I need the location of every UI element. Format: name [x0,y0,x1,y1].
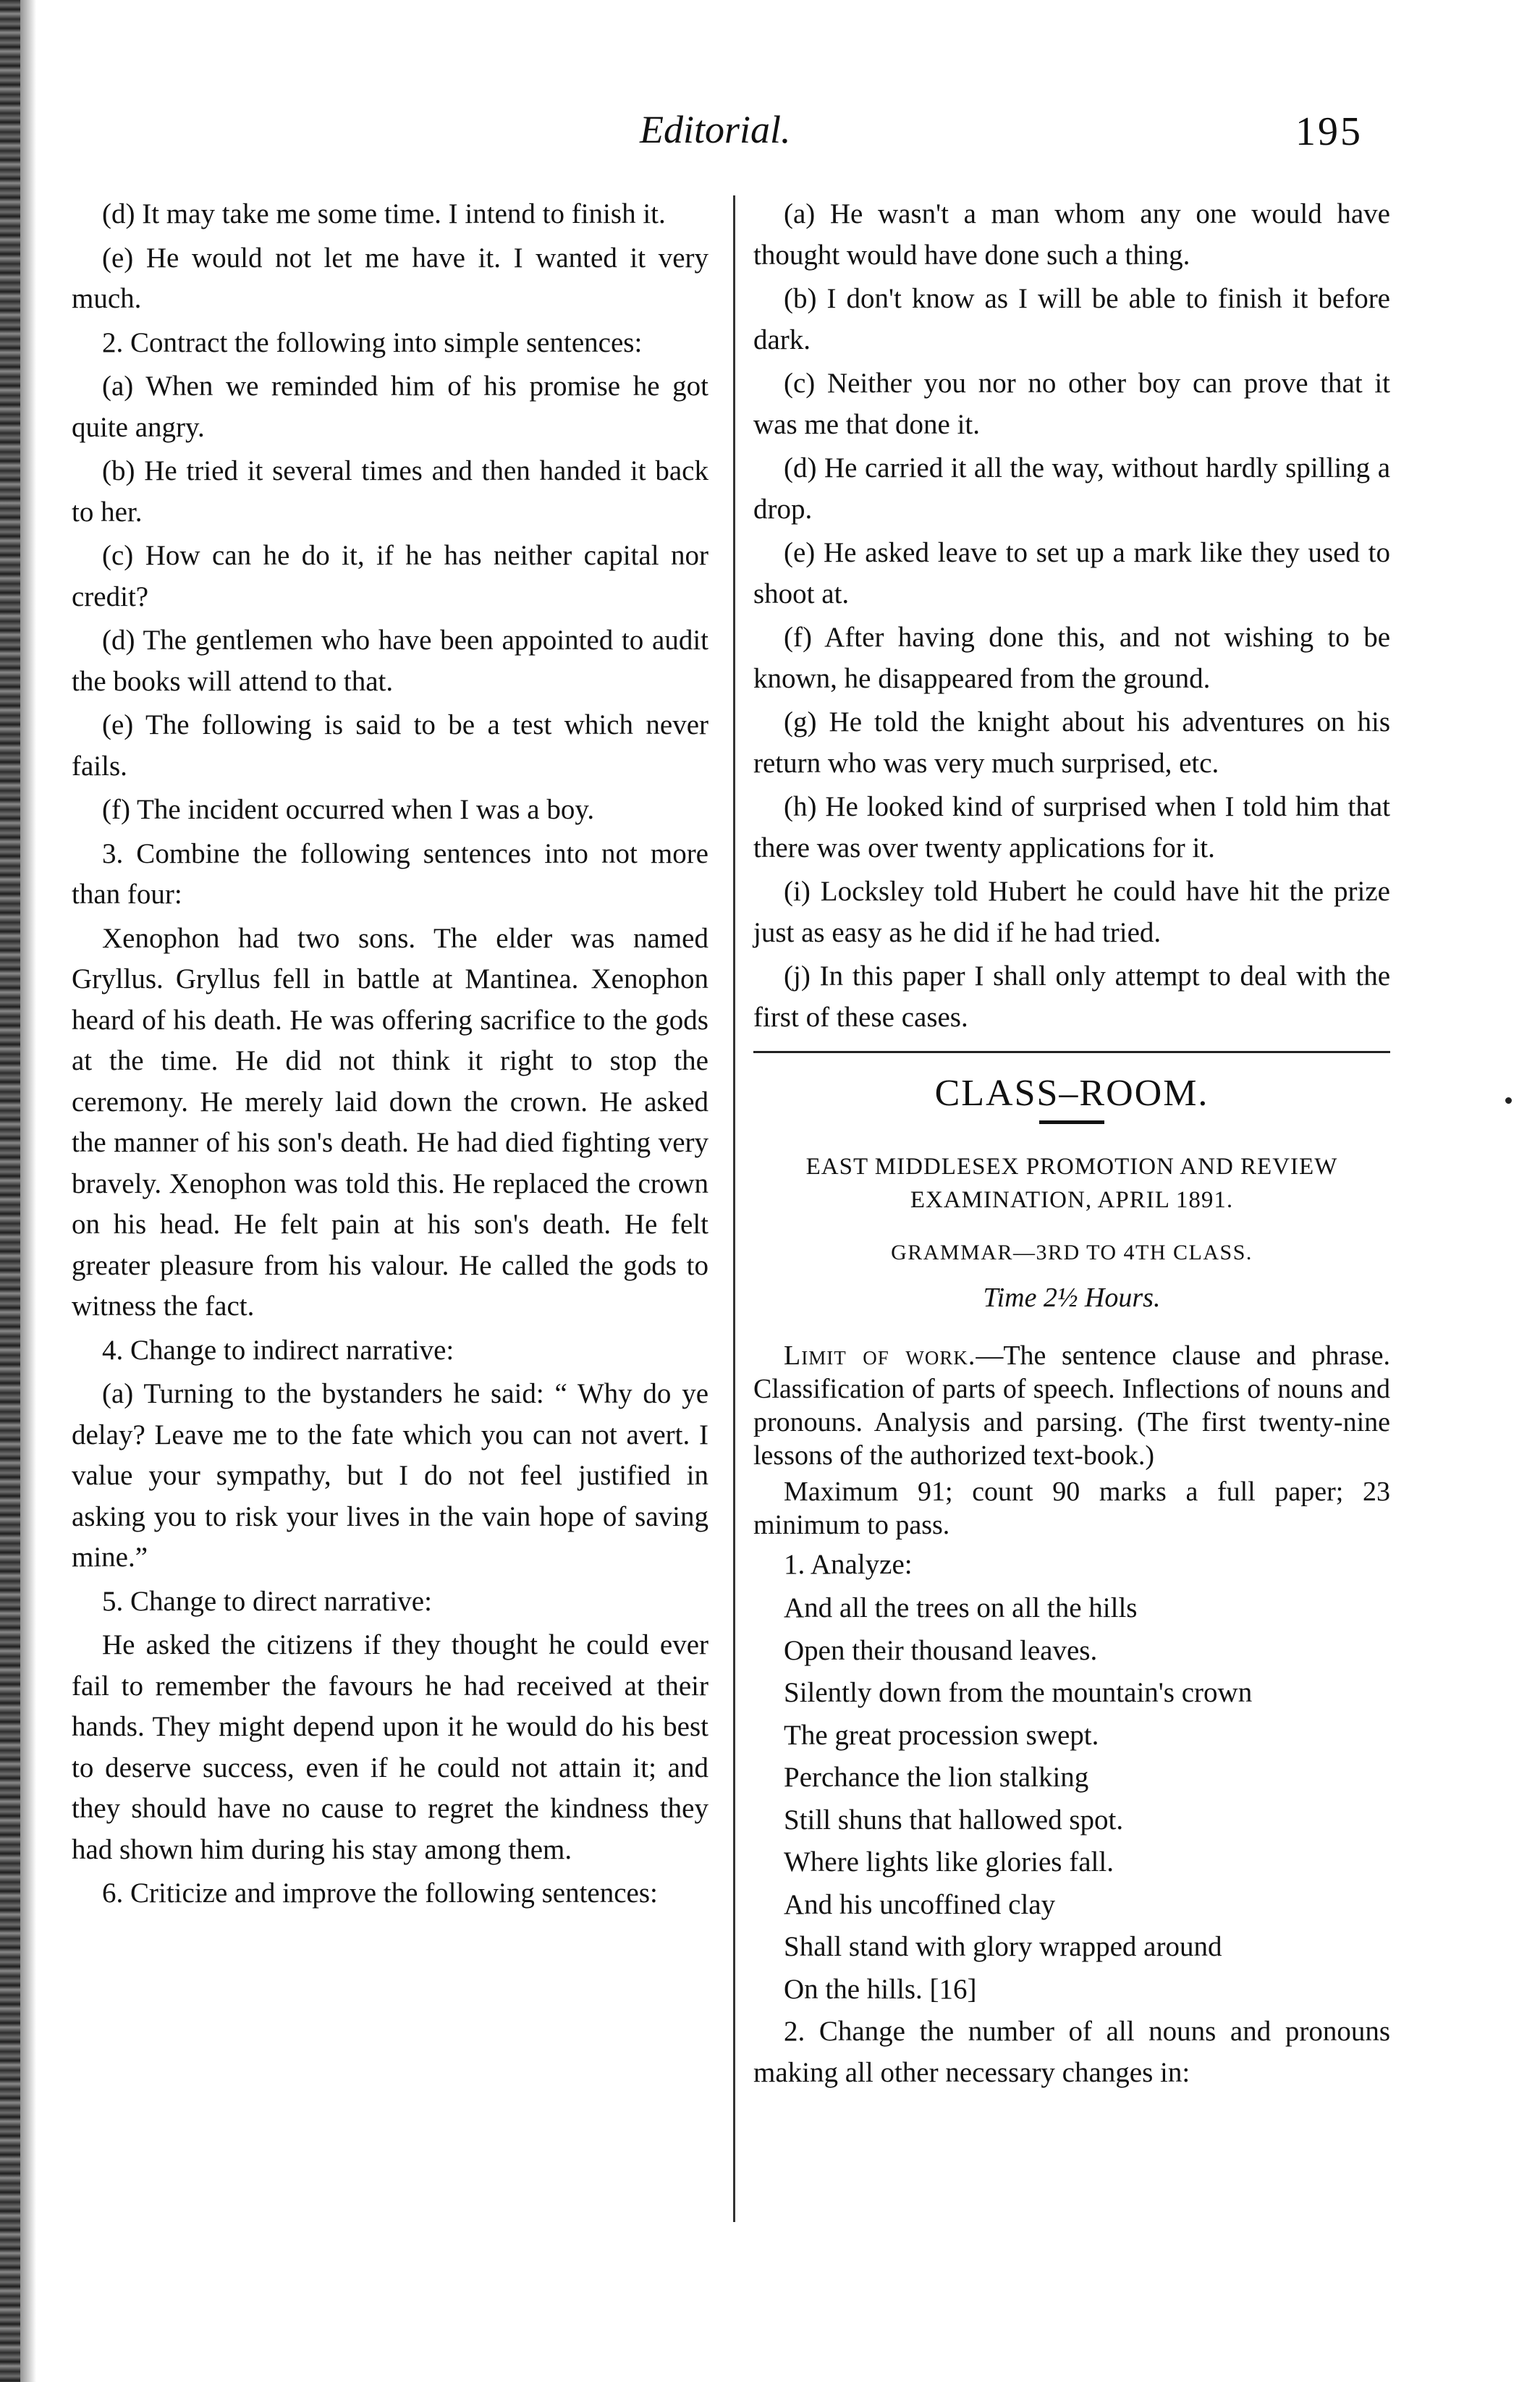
right-column [753,194,1390,2096]
poem-line: And his uncoffined clay [784,1888,1056,1920]
xenophon-passage: Xenophon had two sons. The elder was named Gryllus. Gryllus fell in battle at Mantinea. Xenophon heard of his death. He was offering sacrifice to the gods at the time. He did not think it right to stop the ceremony. He merely laid down the crown. He asked the manner of his son's death. He had died fighting very bravely. Xenophon was told this. He replaced the crown on his head. He felt pain at his son's death. He felt greater pleasure from his valour. He called the gods to witness the fact. [72,922,708,1322]
time-allowed: Time 2½ Hours. [983,1283,1161,1313]
poem-line: On the hills. [16] [784,1973,977,2005]
paragraph: (e) He asked leave to set up a mark like they used to shoot at. [753,537,1390,609]
heading-underline [1039,1120,1104,1124]
paragraph: 4. Change to indirect narrative: [102,1334,454,1366]
left-column [72,194,708,1917]
poem-line: And all the trees on all the hills [784,1592,1138,1623]
paragraph: (e) The following is said to be a test which never fails. [72,709,708,782]
poem-excerpt [753,1588,1390,2010]
limit-text: —The sentence clause and phrase. Classification of parts of speech. Inflections of nouns and pronouns. Analysis and parsing. (The first twenty-nine lessons of the authorized text-book.) [753,1340,1390,1471]
paragraph: (a) When we reminded him of his promise he got quite angry. [72,371,708,443]
spine-shadow [20,0,36,2382]
poem-line: Open their thousand leaves. [784,1634,1098,1666]
paragraph: (e) He would not let me have it. I wanted it very much. [72,242,708,314]
quoted-speech-passage: (a) Turning to the bystanders he said: “ Why do ye delay? Leave me to the fate which you can not avert. I value your sympathy, but I do not feel justified in asking you to risk your lives in the vain hope of saving mine.” [72,1378,708,1573]
column-divider [733,195,735,2222]
paragraph: (c) How can he do it, if he has neither capital nor credit? [72,540,708,612]
paragraph: (d) The gentlemen who have been appointed to audit the books will attend to that. [72,625,708,697]
limit-label: Limit of work. [784,1340,976,1371]
paragraph: (d) It may take me some time. I intend to finish it. [102,198,666,229]
book-spine-edge [0,0,20,2382]
change-number-question: 2. Change the number of all nouns and pronouns making all other necessary changes in: [753,2016,1390,2088]
paragraph: 2. Contract the following into simple sentences: [102,326,643,358]
paragraph: (f) After having done this, and not wishing to be known, he disappeared from the ground. [753,622,1390,694]
limit-of-work [753,1339,1390,1542]
scan-speck [1505,1097,1512,1104]
paragraph: (h) He looked kind of surprised when I told him that there was over twenty applications for it. [753,791,1390,863]
poem-line: The great procession swept. [784,1719,1099,1751]
poem-line: Where lights like glories fall. [784,1846,1114,1878]
paragraph: 5. Change to direct narrative: [102,1585,432,1617]
poem-line: Silently down from the mountain's crown [784,1677,1253,1708]
page-number: 195 [1295,109,1363,154]
paragraph: (j) In this paper I shall only attempt to deal with the first of these cases. [753,960,1390,1033]
running-title: Editorial. [640,108,791,151]
poem-line: Still shuns that hallowed spot. [784,1804,1124,1836]
paragraph: (b) He tried it several times and then handed it back to her. [72,455,708,528]
paragraph: 6. Criticize and improve the following sentences: [102,1878,658,1909]
maximum-marks: Maximum 91; count 90 marks a full paper; 23 minimum to pass. [753,1476,1390,1540]
poem-line: Perchance the lion stalking [784,1762,1089,1793]
grammar-subtitle: GRAMMAR—3RD TO 4TH CLASS. [891,1240,1253,1264]
poem-line: Shall stand with glory wrapped around [784,1931,1222,1962]
paragraph: (c) Neither you nor no other boy can prove that it was me that done it. [753,368,1390,440]
narrative-passage: He asked the citizens if they thought he could ever fail to remember the favours he had received at their hands. They might depend upon it he would do his best to deserve success, even if he could not attain it; and they should have no cause to regret the kindness they had shown him during his stay among them. [72,1629,708,1865]
exam-title: EAST MIDDLESEX PROMOTION AND REVIEW EXAMINATION, APRIL 1891. [805,1153,1338,1213]
paragraph: (i) Locksley told Hubert he could have hit the prize just as easy as he did if he had tried. [753,876,1390,948]
paragraph: (f) The incident occurred when I was a boy. [102,794,595,825]
paragraph: (d) He carried it all the way, without hardly spilling a drop. [753,452,1390,525]
paragraph: (g) He told the knight about his adventures on his return who was very much surprised, etc. [753,706,1390,779]
analyze-label: 1. Analyze: [784,1548,913,1580]
paragraph: (b) I don't know as I will be able to finish it before dark. [753,283,1390,355]
section-divider [753,1051,1390,1053]
limit-paragraph [753,1339,1390,1472]
paragraph: (a) He wasn't a man whom any one would have thought would have done such a thing. [753,198,1390,271]
paragraph: 3. Combine the following sentences into not more than four: [72,837,708,910]
section-heading: CLASS–ROOM. [934,1073,1209,1114]
